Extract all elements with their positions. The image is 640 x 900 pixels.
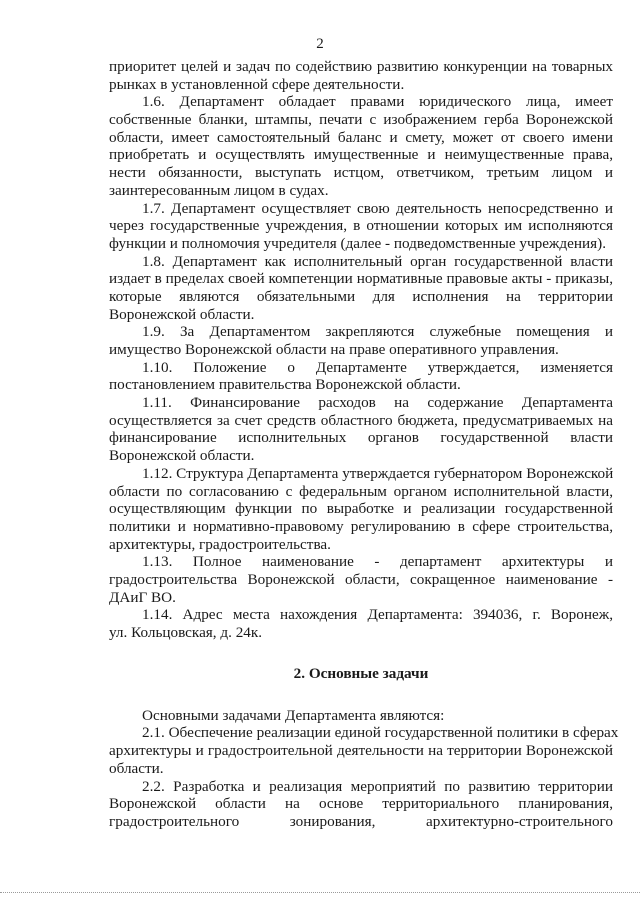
text-line: области. xyxy=(109,759,164,777)
text-line: 2.1. Обеспечение реализации единой государственной политики в сферах xyxy=(142,724,619,742)
text-line: финансирование исполнительных органов государственной власти xyxy=(109,429,613,447)
document-body xyxy=(109,58,619,831)
page-number: 2 xyxy=(316,36,324,52)
text-line: 1.8. Департамент как исполнительный орган государственной власти xyxy=(142,252,613,270)
text-line: 2.2. Разработка и реализация мероприятий по развитию территории xyxy=(142,777,613,795)
text-line: архитектуры и градостроительной деятельности на территории Воронежской xyxy=(109,742,613,760)
text-line: рынках в установленной сфере деятельности. xyxy=(109,75,405,93)
spacer xyxy=(109,642,613,660)
text-line: области по согласованию с федеральным органом исполнительной власти, xyxy=(109,482,613,500)
text-line: ДАиГ ВО. xyxy=(109,588,176,606)
text-line: 1.13. Полное наименование - департамент архитектуры и xyxy=(142,553,613,571)
text-line: приобретать и осуществлять имущественные и неимущественные права, xyxy=(109,146,613,164)
section-2-text xyxy=(109,706,619,831)
text-line: 1.9. За Департаментом закрепляются служебные помещения и xyxy=(142,323,613,341)
scan-bottom-edge xyxy=(0,892,640,894)
text-line: политики и нормативно-правовому регулированию в сфере строительства, xyxy=(109,517,613,535)
text-line: заинтересованным лицом в судах. xyxy=(109,181,329,199)
spacer xyxy=(109,683,613,701)
text-line: издает в пределах своей компетенции нормативные правовые акты - приказы, xyxy=(109,270,613,288)
text-line: собственные бланки, штампы, печати с изображением герба Воронежской xyxy=(109,111,613,129)
text-line: осуществляется за счет средств областного бюджета, предусматриваемых на xyxy=(109,411,613,429)
text-line: осуществляющим функции по выработке и реализации государственной xyxy=(109,500,613,518)
text-line: Основными задачами Департамента являются: xyxy=(142,706,445,724)
text-line: 1.12. Структура Департамента утверждается губернатором Воронежской xyxy=(142,464,614,482)
text-line: 1.7. Департамент осуществляет свою деятельность непосредственно и xyxy=(142,199,613,217)
text-line: через государственные учреждения, в отношении которых им исполняются xyxy=(109,217,613,235)
text-line: 1.14. Адрес места нахождения Департамента: 394036, г. Воронеж, xyxy=(142,606,613,624)
text-line: градостроительного зонирования, архитектурно-строительного xyxy=(109,812,613,830)
text-line: 1.6. Департамент обладает правами юридического лица, имеет xyxy=(142,93,613,111)
text-line: постановлением правительства Воронежской области. xyxy=(109,376,461,394)
text-line: которые являются обязательными для исполнения на территории xyxy=(109,287,613,305)
text-line: функции и полномочия учредителя (далее - подведомственные учреждения). xyxy=(109,234,606,252)
text-line: градостроительства Воронежской области, сокращенное наименование - xyxy=(109,570,613,588)
text-line: Воронежской области на основе территориального планирования, xyxy=(109,795,613,813)
text-line: приоритет целей и задач по содействию развитию конкуренции на товарных xyxy=(109,58,613,75)
text-line: имущество Воронежской области на праве оперативного управления. xyxy=(109,341,559,358)
text-line: Воронежской области. xyxy=(109,305,255,323)
text-line: нести обязанности, выступать истцом, ответчиком, третьим лицом и xyxy=(109,164,613,182)
section-1-text xyxy=(109,58,613,642)
text-line: области, имеет самостоятельный баланс и смету, может от своего имени xyxy=(109,128,613,146)
text-line: архитектуры, градостроительства. xyxy=(109,535,331,553)
text-line: 1.11. Финансирование расходов на содержание Департамента xyxy=(142,394,613,412)
text-line: Воронежской области. xyxy=(109,447,255,465)
text-line: ул. Кольцовская, д. 24к. xyxy=(109,624,263,641)
text-line: 1.10. Положение о Департаменте утверждается, изменяется xyxy=(142,358,613,376)
section-heading: 2. Основные задачи xyxy=(293,665,429,683)
